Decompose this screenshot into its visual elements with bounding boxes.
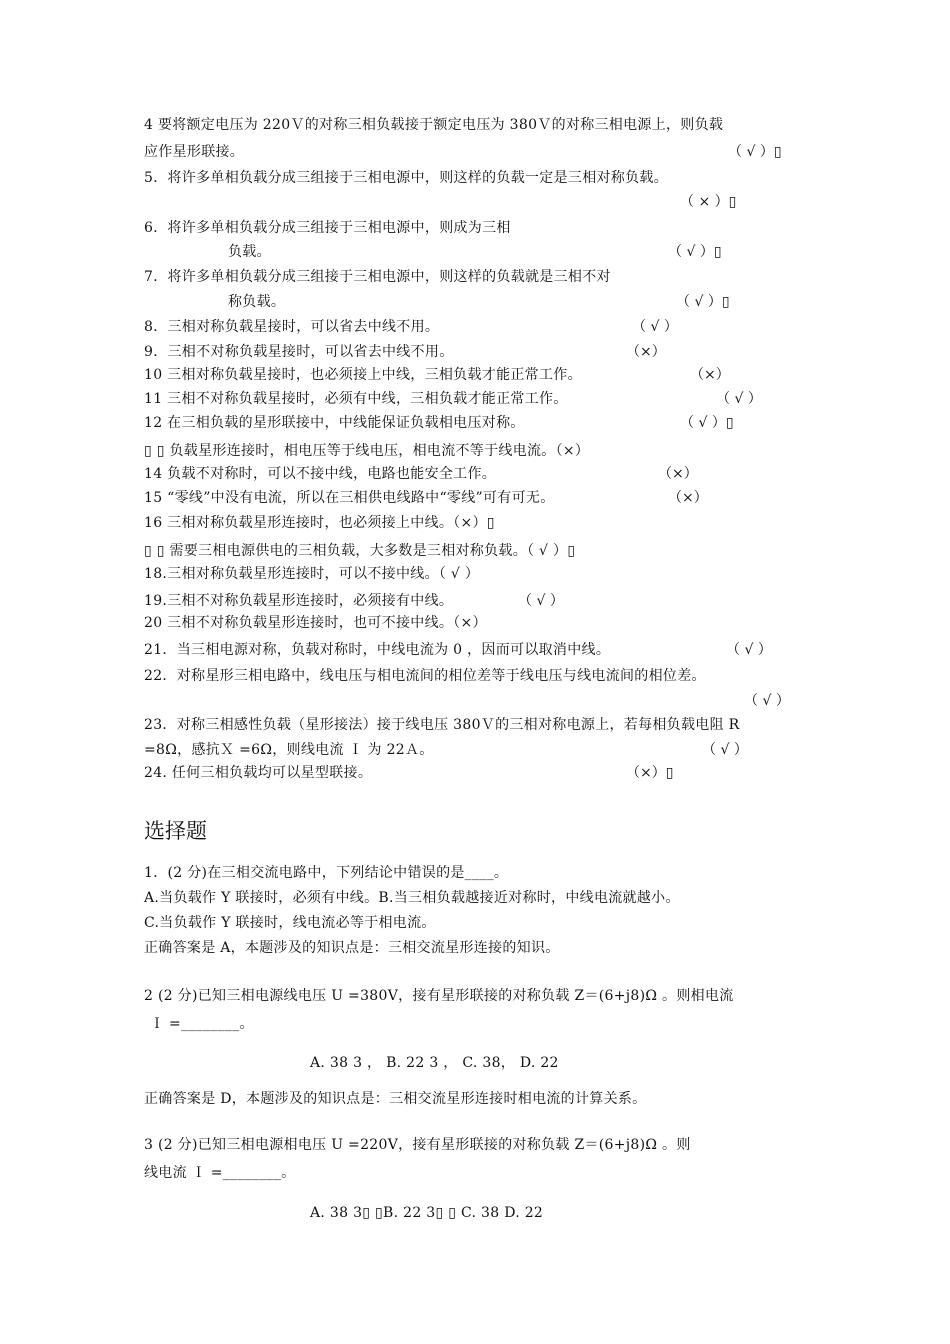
q7-answer: （ √ ）▯ xyxy=(676,294,730,310)
mc3-stem: 3 (2 分)已知三相电源相电压 U =220V，接有星形联接的对称负载 Z＝(6+j8)Ω 。则 xyxy=(144,1137,691,1153)
mc2-options: A. 38 3 ， B. 22 3 ， C. 38， D. 22 xyxy=(310,1055,559,1071)
q9-text: 9．三相不对称负载星接时，可以省去中线不用。 xyxy=(144,344,454,360)
q6-cont: 负载。 xyxy=(228,244,271,260)
q5-text: 5．将许多单相负载分成三组接于三相电源中，则这样的负载一定是三相对称负载。 xyxy=(144,170,669,186)
q10-answer: （×） xyxy=(690,367,730,383)
q9-answer: （×） xyxy=(626,344,666,360)
mc1-stem: 1．(2 分)在三相交流电路中，下列结论中错误的是____。 xyxy=(144,865,509,881)
q8-answer: （ √ ） xyxy=(632,319,678,335)
q23-cont: =8Ω，感抗Ｘ =6Ω，则线电流 Ｉ 为 22Ａ。 xyxy=(144,742,434,758)
q19-text: 19.三相不对称负载星形连接时，必须接有中线。 xyxy=(144,593,454,609)
q22-text: 22．对称星形三相电路中，线电压与相电流间的相位差等于线电压与线电流间的相位差。 xyxy=(144,668,706,684)
q22-answer: （ √ ） xyxy=(744,693,790,709)
q13-text: ▯ ▯ 负载星形连接时，相电压等于线电压，相电流不等于线电流。（×） xyxy=(144,443,590,459)
q18-text: 18.三相对称负载星形连接时，可以不接中线。（ √ ） xyxy=(144,566,480,582)
q4-text: 4 要将额定电压为 220Ｖ的对称三相负载接于额定电压为 380Ｖ的对称三相电源上，则负载 xyxy=(144,117,724,133)
q20-text: 20 三相不对称负载星形连接时，也可不接中线。（×） xyxy=(144,615,487,631)
q7-cont: 称负载。 xyxy=(228,294,286,310)
q15-text: 15 “零线”中没有电流，所以在三相供电线路中“零线”可有可无。 xyxy=(144,490,555,506)
q15-answer: （×） xyxy=(668,490,708,506)
q12-text: 12 在三相负载的星形联接中，中线能保证负载相电压对称。 xyxy=(144,415,525,431)
q11-text: 11 三相不对称负载星接时，必须有中线，三相负载才能正常工作。 xyxy=(144,391,568,407)
q5-answer: （ × ）▯ xyxy=(680,194,737,210)
q24-text: 24. 任何三相负载均可以星型联接。 xyxy=(144,765,373,781)
mc1-explanation: 正确答案是 A，本题涉及的知识点是：三相交流星形连接的知识。 xyxy=(144,940,560,956)
q23-text: 23．对称三相感性负载（星形接法）接于线电压 380Ｖ的三相对称电源上，若每相负载电阻 R xyxy=(144,717,740,733)
q14-text: 14 负载不对称时，可以不接中线，电路也能安全工作。 xyxy=(144,466,497,482)
mc2-explanation: 正确答案是 D，本题涉及的知识点是：三相交流星形连接时相电流的计算关系。 xyxy=(144,1091,647,1107)
q4-answer: （ √ ）▯ xyxy=(728,144,782,160)
q21-answer: （ √ ） xyxy=(726,642,772,658)
q24-answer: （×）▯ xyxy=(626,765,674,781)
q6-text: 6．将许多单相负载分成三组接于三相电源中，则成为三相 xyxy=(144,220,511,236)
mc3-options: A. 38 3▯ ▯B. 22 3▯ ▯ C. 38 D. 22 xyxy=(310,1205,544,1221)
q16-text: 16 三相对称负载星形连接时，也必须接上中线。（×）▯ xyxy=(144,515,495,531)
mc1-options-ab: A.当负载作 Y 联接时，必须有中线。B.当三相负载越接近对称时，中线电流就越小。 xyxy=(144,890,680,906)
mc3-stem-cont: 线电流 Ｉ =________。 xyxy=(144,1165,296,1181)
section-title: 选择题 xyxy=(144,819,207,843)
q6-answer: （ √ ）▯ xyxy=(668,244,722,260)
q14-answer: （×） xyxy=(658,466,698,482)
q21-text: 21．当三相电源对称，负载对称时，中线电流为 0 ，因而可以取消中线。 xyxy=(144,642,611,658)
q19-answer: （ √ ） xyxy=(518,593,564,609)
q12-answer: （ √ ）▯ xyxy=(680,415,734,431)
q23-answer: （ √ ） xyxy=(702,742,748,758)
mc2-stem: 2 (2 分)已知三相电源线电压 U =380V，接有星形联接的对称负载 Z＝(6+j8)Ω 。则相电流 xyxy=(144,988,734,1004)
mc1-option-c: C.当负载作 Y 联接时，线电流必等于相电流。 xyxy=(144,915,436,931)
mc2-stem-cont: Ｉ =________。 xyxy=(150,1016,254,1032)
q17-text: ▯ ▯ 需要三相电源供电的三相负载，大多数是三相对称负载。（ √ ）▯ xyxy=(144,543,576,559)
q10-text: 10 三相对称负载星接时，也必须接上中线，三相负载才能正常工作。 xyxy=(144,367,582,383)
q7-text: 7．将许多单相负载分成三组接于三相电源中，则这样的负载就是三相不对 xyxy=(144,269,611,285)
q4-cont: 应作星形联接。 xyxy=(144,144,245,160)
q11-answer: （ √ ） xyxy=(716,391,762,407)
q8-text: 8．三相对称负载星接时，可以省去中线不用。 xyxy=(144,319,440,335)
